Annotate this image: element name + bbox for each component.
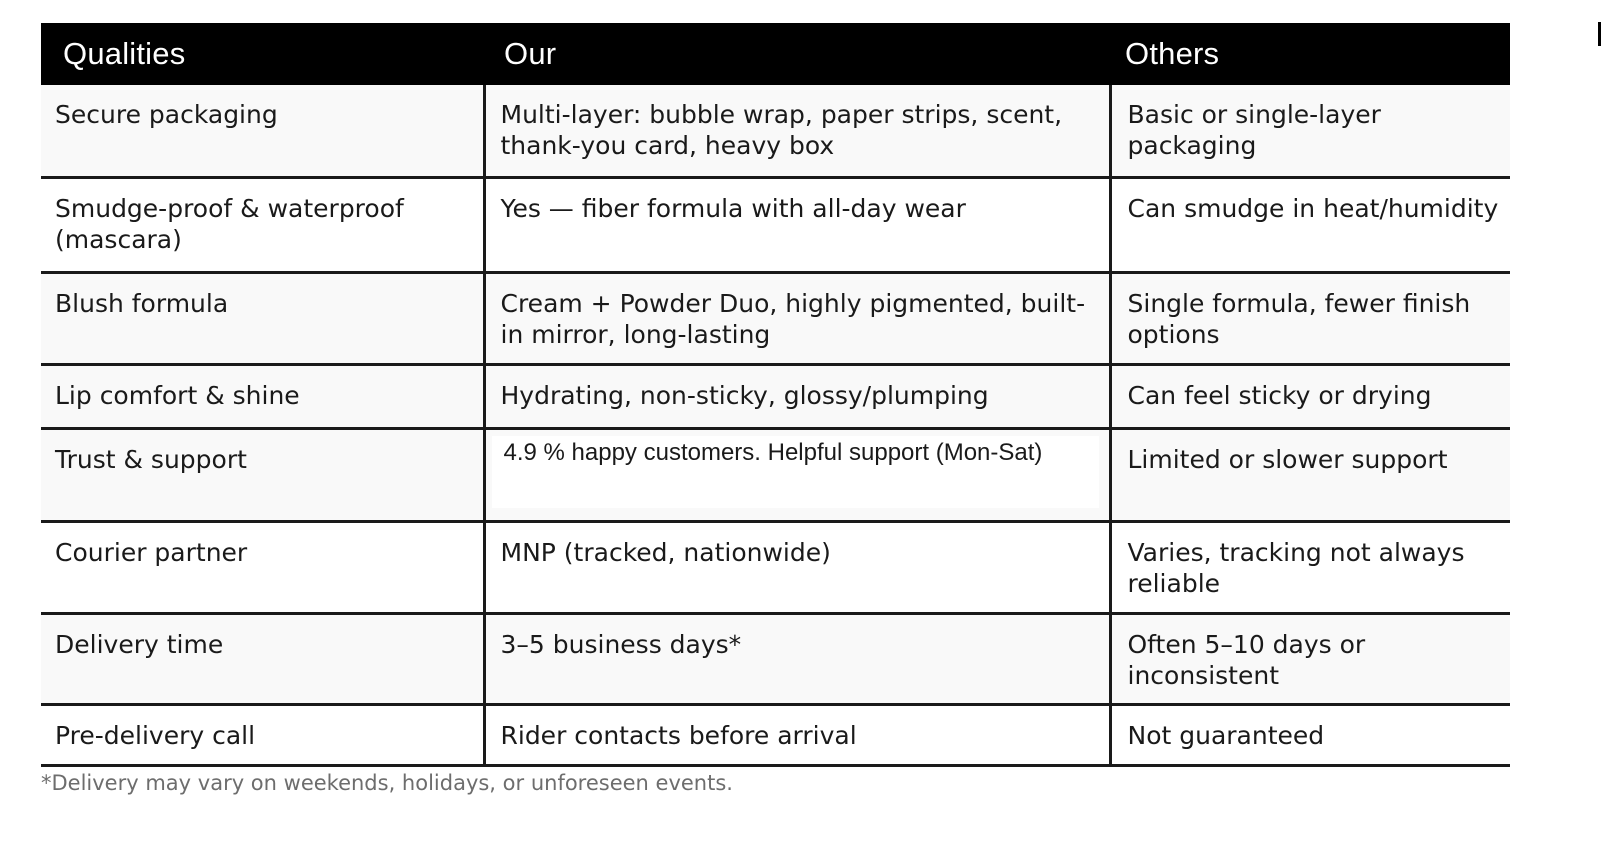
table-header: [41, 23, 1510, 85]
others-cell: Basic or single-layer packaging: [1110, 85, 1510, 177]
header-row: [41, 23, 1510, 85]
others-cell: Varies, tracking not always reliable: [1110, 521, 1510, 613]
table-row: [41, 272, 1510, 364]
our-cell: Yes — fiber formula with all-day wear: [484, 177, 1110, 272]
our-cell: Rider contacts before arrival: [484, 704, 1110, 765]
our-cell: MNP (tracked, nationwide): [484, 521, 1110, 613]
quality-cell: Smudge-proof & waterproof (mascara): [41, 177, 484, 272]
quality-cell: Pre-delivery call: [41, 704, 484, 765]
table-row: [41, 177, 1510, 272]
header-our: Our: [484, 23, 1110, 85]
our-cell: 3–5 business days*: [484, 613, 1110, 704]
others-cell: Limited or slower support: [1110, 428, 1510, 521]
table-row: [41, 613, 1510, 704]
our-cell: [484, 428, 1110, 521]
quality-cell: Secure packaging: [41, 85, 484, 177]
quality-cell: Blush formula: [41, 272, 484, 364]
our-cell: Cream + Powder Duo, highly pigmented, built-in mirror, long-lasting: [484, 272, 1110, 364]
quality-cell: Courier partner: [41, 521, 484, 613]
table-row: [41, 704, 1510, 765]
others-cell: Can feel sticky or drying: [1110, 364, 1510, 428]
table-body: [41, 85, 1510, 765]
header-others: Others: [1110, 23, 1510, 85]
comparison-table-container: [41, 23, 1510, 767]
quality-cell: Lip comfort & shine: [41, 364, 484, 428]
quality-cell: Delivery time: [41, 613, 484, 704]
others-cell: Often 5–10 days or inconsistent: [1110, 613, 1510, 704]
table-row: [41, 521, 1510, 613]
others-cell: Can smudge in heat/humidity: [1110, 177, 1510, 272]
others-cell: Single formula, fewer finish options: [1110, 272, 1510, 364]
table-row: [41, 364, 1510, 428]
others-cell: Not guaranteed: [1110, 704, 1510, 765]
comparison-table: [41, 23, 1510, 767]
header-qualities: Qualities: [41, 23, 484, 85]
pasted-text-box: 4.9 % happy customers. Helpful support (Mon-Sat): [492, 436, 1099, 508]
table-row: [41, 85, 1510, 177]
our-cell: Hydrating, non-sticky, glossy/plumping: [484, 364, 1110, 428]
quality-cell: Trust & support: [41, 428, 484, 521]
footnote: *Delivery may vary on weekends, holidays, or unforeseen events.: [41, 771, 733, 795]
our-cell: Multi-layer: bubble wrap, paper strips, scent, thank-you card, heavy box: [484, 85, 1110, 177]
table-row: [41, 428, 1510, 521]
